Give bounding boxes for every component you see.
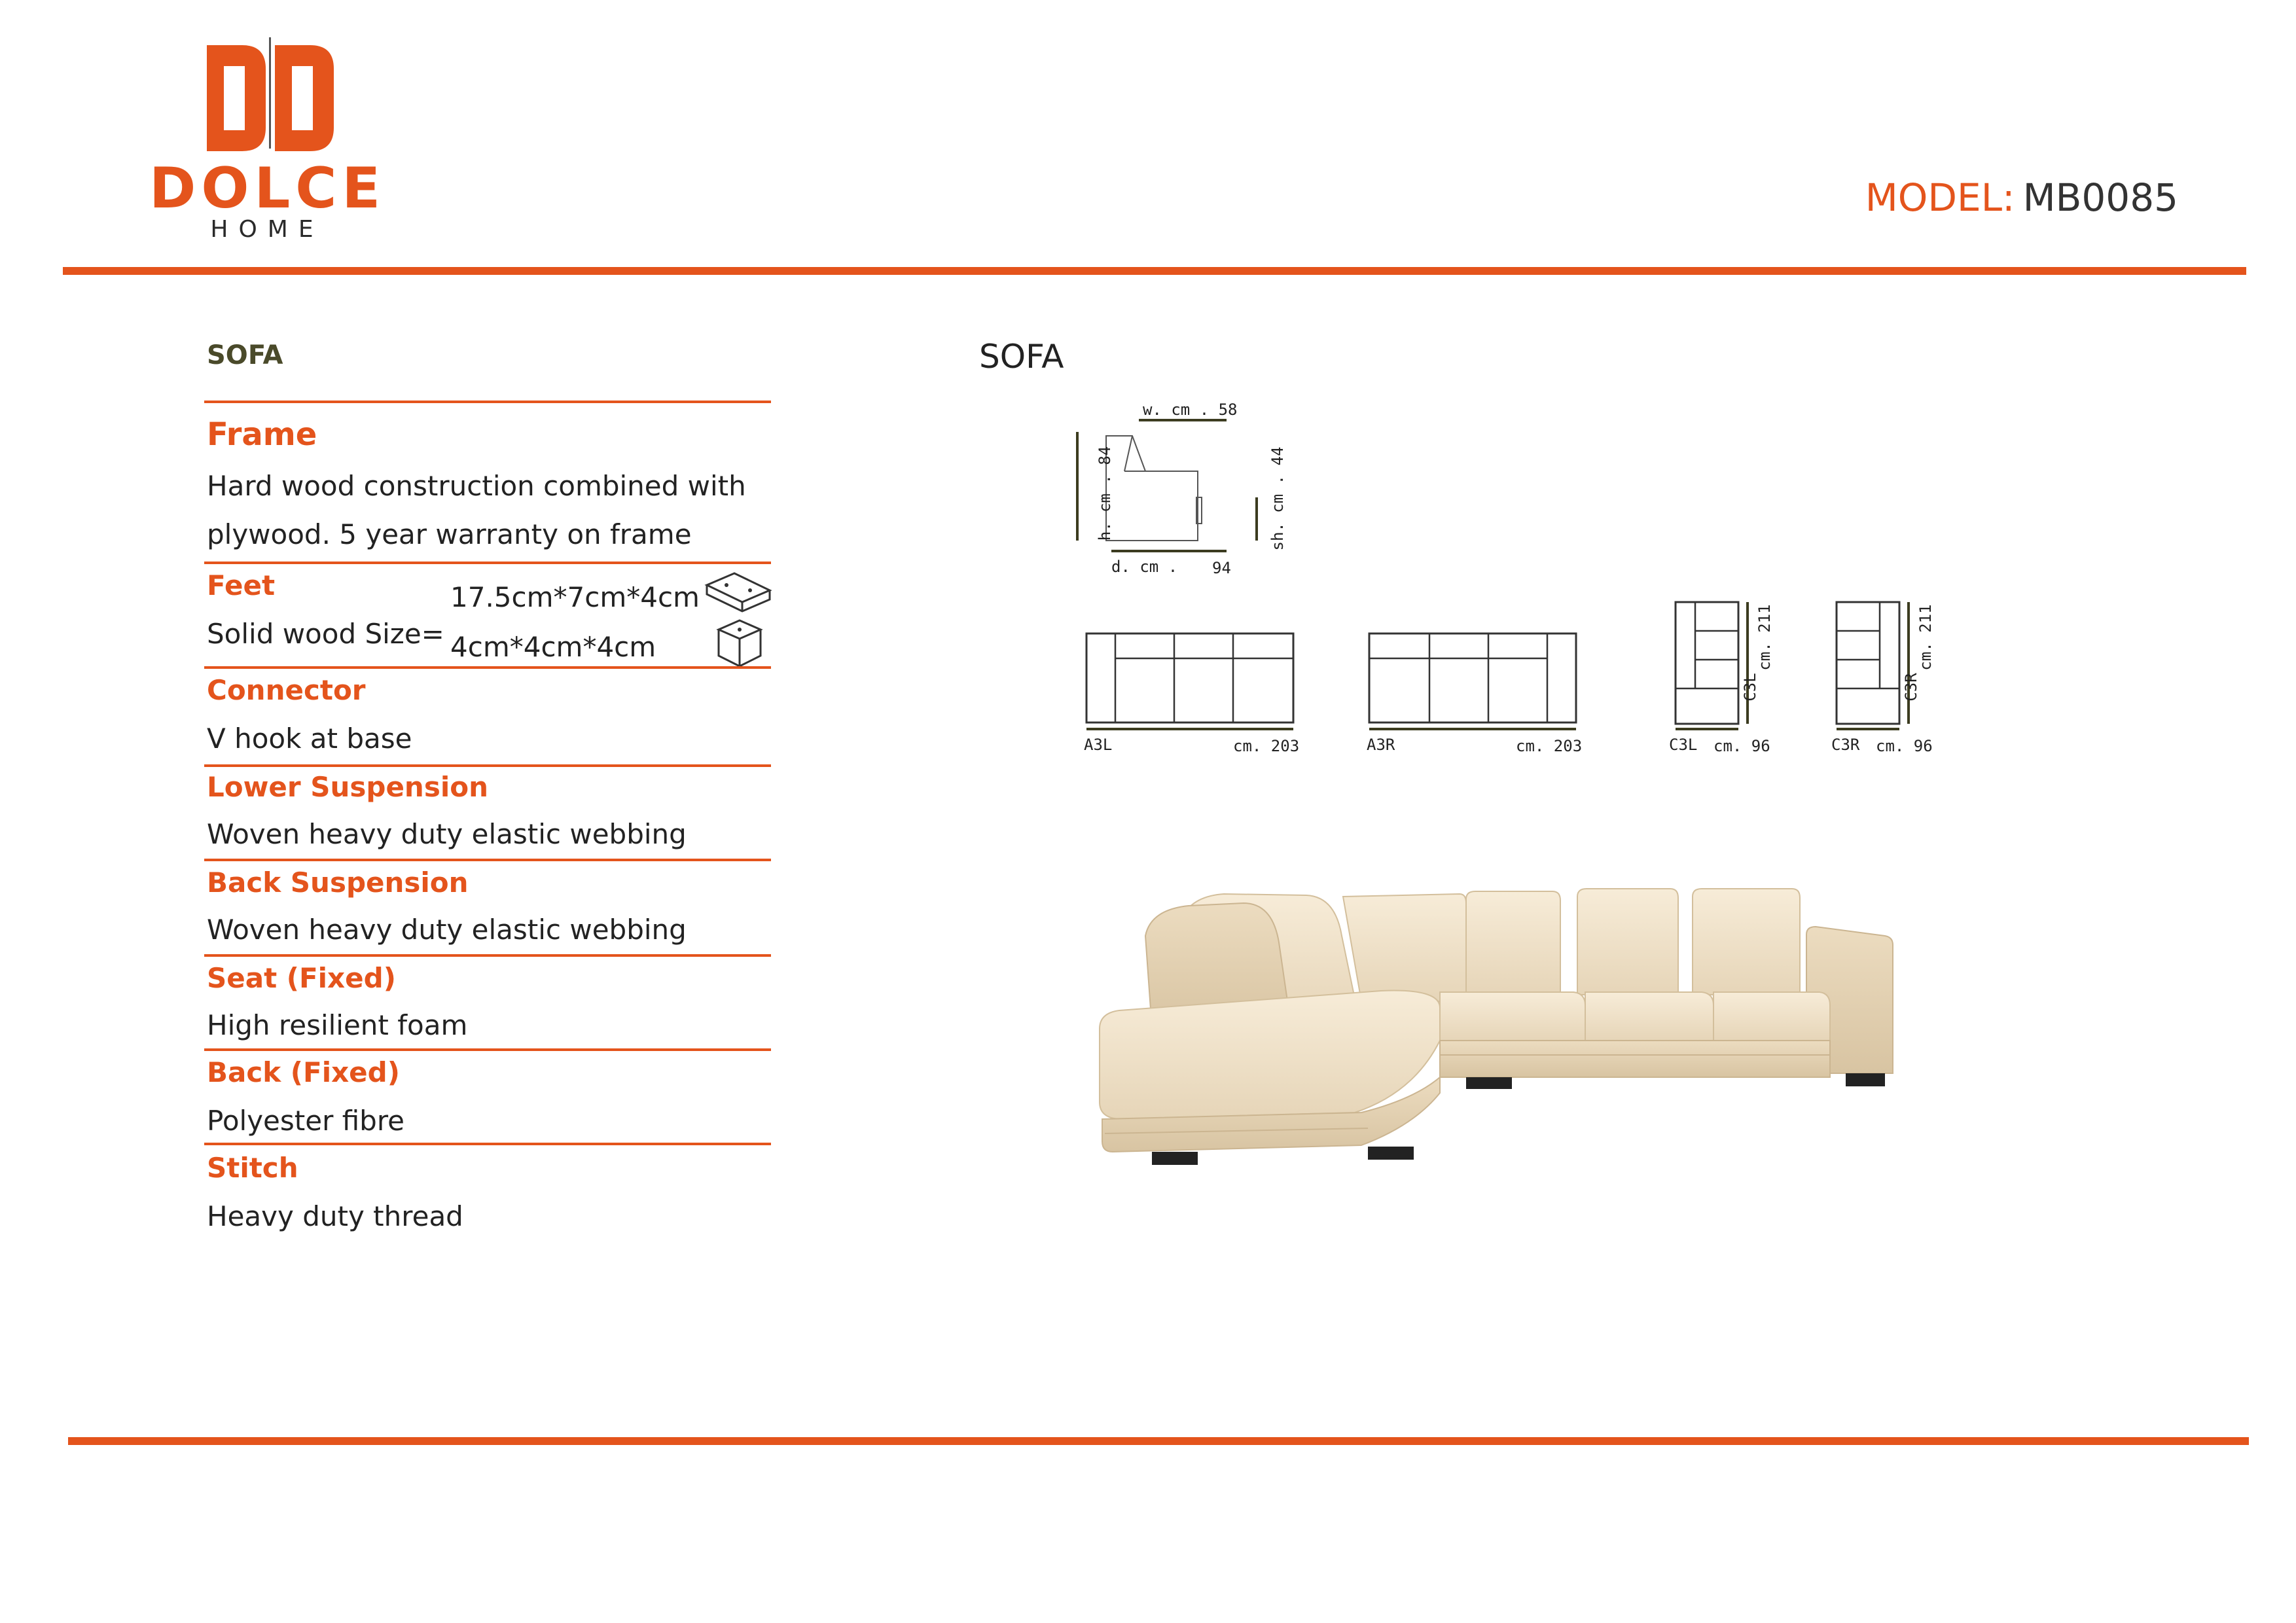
brand-name: DOLCE xyxy=(149,156,386,221)
side-height-label: h. cm . 84 xyxy=(1096,446,1114,541)
spec-divider xyxy=(204,666,771,669)
frame-text-line1: Hard wood construction combined with xyxy=(207,470,746,502)
c3r-code: C3R xyxy=(1831,736,1860,754)
a3r-top-view-drawing xyxy=(1364,628,1587,733)
lower-suspension-text: Woven heavy duty elastic webbing xyxy=(207,818,687,850)
feet-heading: Feet xyxy=(207,569,276,601)
seat-heading: Seat (Fixed) xyxy=(207,962,396,994)
spec-divider xyxy=(204,562,771,564)
stitch-text: Heavy duty thread xyxy=(207,1200,463,1232)
c3r-side-code: C3R xyxy=(1902,673,1920,702)
side-profile-drawing xyxy=(1054,399,1302,582)
c3r-dimension: cm. 96 xyxy=(1876,737,1933,755)
a3l-top-view-drawing xyxy=(1081,628,1304,733)
connector-heading: Connector xyxy=(207,674,366,706)
a3l-code: A3L xyxy=(1084,736,1113,754)
stitch-heading: Stitch xyxy=(207,1152,298,1184)
model-value: MB0085 xyxy=(2022,175,2178,220)
header-divider xyxy=(63,267,2246,275)
feet-size-1: 17.5cm*7cm*4cm xyxy=(450,581,700,613)
c3r-side-dimension: cm. 211 xyxy=(1916,604,1935,671)
side-depth-label: d. cm . xyxy=(1111,558,1178,576)
back-text: Polyester fibre xyxy=(207,1105,404,1137)
feet-size-2: 4cm*4cm*4cm xyxy=(450,631,656,663)
back-heading: Back (Fixed) xyxy=(207,1056,400,1088)
c3l-dimension: cm. 96 xyxy=(1713,737,1770,755)
back-suspension-text: Woven heavy duty elastic webbing xyxy=(207,914,687,946)
spec-divider xyxy=(204,1143,771,1145)
lower-suspension-heading: Lower Suspension xyxy=(207,771,488,803)
back-suspension-heading: Back Suspension xyxy=(207,866,469,899)
a3r-dimension: cm. 203 xyxy=(1516,737,1583,755)
drawing-title: SOFA xyxy=(979,338,1064,376)
spec-title: SOFA xyxy=(207,340,283,370)
side-depth-value: 94 xyxy=(1212,559,1231,577)
c3l-side-code: C3L xyxy=(1741,673,1759,702)
side-width-label: w. cm . 58 xyxy=(1143,401,1238,419)
frame-text-line2: plywood. 5 year warranty on frame xyxy=(207,518,692,550)
foot-cube-icon xyxy=(713,616,766,670)
foot-block-icon xyxy=(704,571,772,616)
c3l-side-dimension: cm. 211 xyxy=(1755,604,1774,671)
brand-subtitle: HOME xyxy=(210,216,324,243)
spec-divider xyxy=(204,1048,771,1051)
model-number xyxy=(1865,175,2178,220)
a3l-dimension: cm. 203 xyxy=(1233,737,1300,755)
seat-text: High resilient foam xyxy=(207,1009,468,1041)
frame-heading: Frame xyxy=(207,416,317,453)
a3r-code: A3R xyxy=(1367,736,1395,754)
model-label: MODEL: xyxy=(1865,175,2015,220)
c3l-code: C3L xyxy=(1669,736,1698,754)
spec-divider xyxy=(204,954,771,957)
spec-divider xyxy=(204,401,771,403)
spec-divider xyxy=(204,764,771,767)
sofa-product-image xyxy=(1073,877,1911,1191)
footer-divider xyxy=(68,1437,2249,1445)
feet-label: Solid wood Size= xyxy=(207,618,444,650)
spec-divider xyxy=(204,859,771,861)
connector-text: V hook at base xyxy=(207,722,412,755)
side-seat-height-label: sh. cm . 44 xyxy=(1268,446,1287,551)
